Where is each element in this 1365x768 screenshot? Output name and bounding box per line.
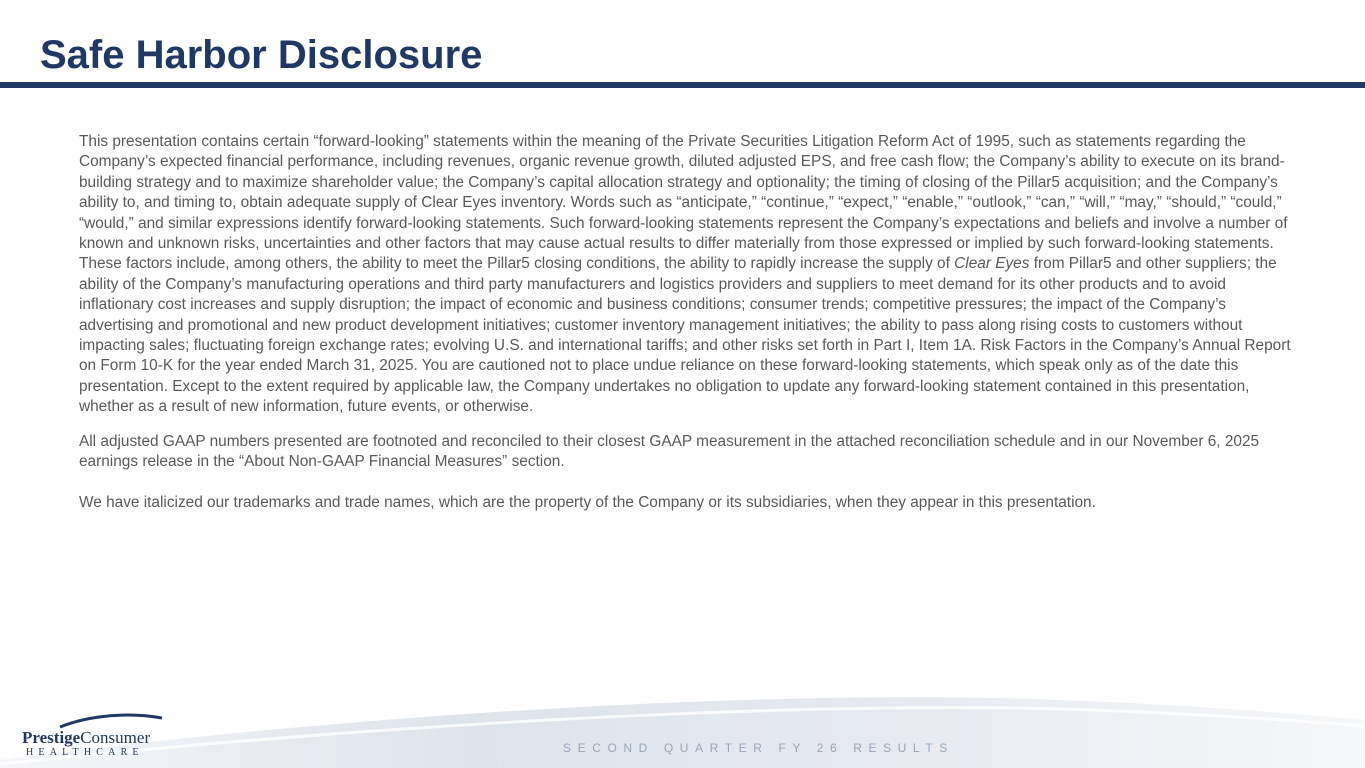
footer-caption: SECOND QUARTER FY 26 RESULTS <box>563 741 954 755</box>
disclosure-body <box>79 132 1291 513</box>
title-divider <box>0 82 1365 88</box>
trademark-italic: Clear Eyes <box>954 255 1030 273</box>
footer-wave-graphic <box>0 690 1365 768</box>
paragraph-text: from Pillar5 and other suppliers; the ability of the Company’s manufacturing operations and third party manufacturers and logistics providers and suppliers to meet demand for its other products and to avoid inflationary cost increases and supply disruption; the impact of economic and business conditions; consumer trends; competitive pressures; the impact of the Company’s advertising and promotional and new product development initiatives; customer inventory management initiatives; the ability to pass along rising costs to customers without impacting sales; fluctuating foreign exchange rates; evolving U.S. and international tariffs; and other risks set forth in Part I, Item 1A. Risk Factors in the Company’s Annual Report on Form 10-K for the year ended March 31, 2025. You are cautioned not to place undue reliance on these forward-looking statements, which speak only as of the date this presentation. Except to the extent required by applicable law, the Company undertakes no obligation to update any forward-looking statement contained in this presentation, whether as a result of new information, future events, or otherwise. <box>79 255 1291 416</box>
logo-word-prestige: Prestige <box>22 728 81 747</box>
trademark-paragraph: We have italicized our trademarks and trade names, which are the property of the Company or its subsidiaries, when they appear in this presentation. <box>79 493 1096 511</box>
page-title: Safe Harbor Disclosure <box>40 33 483 77</box>
forward-looking-paragraph <box>79 132 1291 418</box>
company-logo <box>20 712 170 764</box>
logo-healthcare: HEALTHCARE <box>26 747 144 758</box>
logo-wordmark <box>22 728 150 748</box>
non-gaap-paragraph: All adjusted GAAP numbers presented are footnoted and reconciled to their closest GAAP measurement in the attached reconciliation schedule and in our November 6, 2025 earnings release in the “About Non-GAAP Financial Measures” section. <box>79 432 1260 471</box>
logo-word-consumer: Consumer <box>80 728 151 747</box>
paragraph-text: This presentation contains certain “forward-looking” statements within the meaning of the Private Securities Litigation Reform Act of 1995, such as statements regarding the Company’s expected financial performance, including revenues, organic revenue growth, diluted adjusted EPS, and free cash flow; the Company’s ability to execute on its brand-building strategy and to maximize shareholder value; the Company’s capital allocation strategy and optionality; the timing of closing of the Pillar5 acquisition; and the Company’s ability to, and timing to, obtain adequate supply of Clear Eyes inventory. Words such as “anticipate,” “continue,” “expect,” “enable,” “outlook,” “can,” “will,” “may,” “should,” “could,” “would,” and similar expressions identify forward-looking statements. Such forward-looking statements represent the Company’s expectations and beliefs and involve a number of known and unknown risks, uncertainties and other factors that may cause actual results to differ materially from those expressed or implied by such forward-looking statements. These factors include, among others, the ability to meet the Pillar5 closing conditions, the ability to rapidly increase the supply of <box>79 133 1288 273</box>
